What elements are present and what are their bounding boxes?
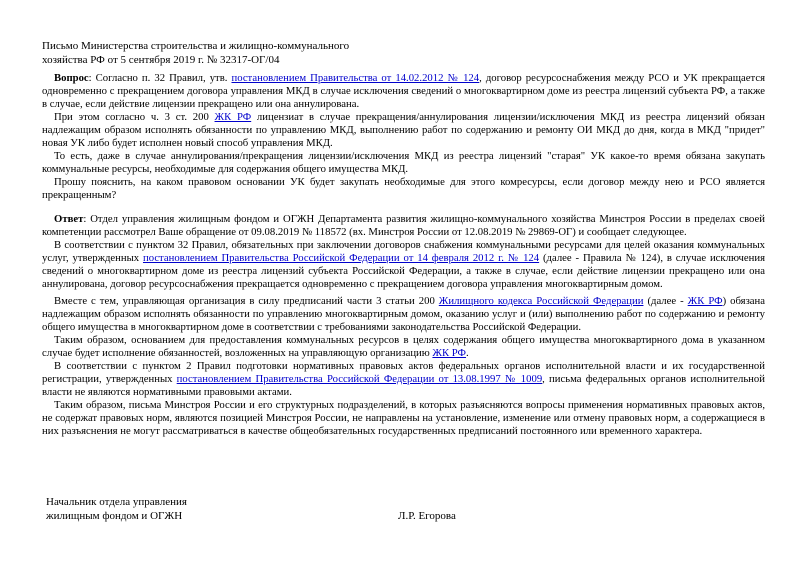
answer-paragraph-5 xyxy=(42,360,765,399)
answer-p3-text-b: (далее - xyxy=(643,295,688,307)
answer-p2-text-b: (далее - Правила № 124), в случае исключения сведений о многоквартирном доме из реестра лицензий субъекта Российской Федерации, а также в случае, если действие лицензии прекращено или она аннулирована, договор ресурсоснабжения прекращается одновременно с прекращением договора управления многоквартирным домом. xyxy=(42,252,765,290)
answer-paragraph-3 xyxy=(42,295,765,334)
question-paragraph-2 xyxy=(42,111,765,150)
answer-paragraph-4 xyxy=(42,334,765,360)
question-p2-text-b: лицензиат в случае прекращения/аннулирования лицензии/исключения МКД из реестра лицензий обязан надлежащим образом исполнять обязанности по управлению МКД, выполнению работ по содержанию и ремонту ОИ МКД до дня, когда в МКД "придет" новая УК либо будет исполнен новый способ управления МКД. xyxy=(42,111,765,149)
link-housing-code-short[interactable]: ЖК РФ xyxy=(687,295,723,307)
answer-p4-text-a: Таким образом, основанием для предоставления коммунальных ресурсов в целях содержания общего имущества многоквартирного дома в указанном случае будет исполнение обязанностей, возложенных на управляющую организацию xyxy=(42,334,765,359)
answer-p4-text-b: . xyxy=(466,347,469,359)
question-p2-text-a: При этом согласно ч. 3 ст. 200 xyxy=(54,111,215,123)
letter-body xyxy=(42,72,765,438)
answer-label: Ответ xyxy=(54,213,84,225)
answer-p5-text-a: В соответствии с пунктом 2 Правил подготовки нормативных правовых актов федеральных органов исполнительной власти и их государственной регистрации, утвержденных xyxy=(42,360,765,385)
answer-p2-text-a: В соответствии с пунктом 32 Правил, обязательных при заключении договоров снабжения коммунальными ресурсами для целей оказания коммунальных услуг, утвержденных xyxy=(42,239,765,264)
question-label: Вопрос xyxy=(54,72,89,84)
signature-position-line-2: жилищным фондом и ОГЖН xyxy=(46,510,183,522)
letter-title xyxy=(42,39,442,67)
signature-position-line-1: Начальник отдела управления xyxy=(46,496,187,508)
question-p1-text-b: , договор ресурсоснабжения между РСО и УК прекращается одновременно с прекращением договора управления МКД в случае исключения сведений о многоквартирном доме из реестра лицензий субъекта РФ, а также в случае, если действие лицензии прекращено или она аннулирована. xyxy=(42,72,765,110)
question-p1-text-a: : Согласно п. 32 Правил, утв. xyxy=(88,72,232,84)
question-paragraph-4: Прошу пояснить, на каком правовом основании УК будет закупать необходимые для этого комресурсы, если договор между нею и РСО является прекращенным? xyxy=(42,176,765,201)
link-resolution-1009-1997[interactable]: постановлением Правительства Российской Федерации от 13.08.1997 № 1009 xyxy=(176,373,543,385)
link-resolution-124-feb-2012[interactable]: постановлением Правительства Российской Федерации от 14 февраля 2012 г. № 124 xyxy=(142,252,540,264)
letter-title-line-1: Письмо Министерства строительства и жилищно-коммунального xyxy=(42,40,350,52)
answer-p3-text-a: Вместе с тем, управляющая организация в силу предписаний части 3 статьи 200 xyxy=(54,295,439,307)
signature-position xyxy=(46,495,296,523)
link-resolution-124-2012[interactable]: постановлением Правительства от 14.02.2012 № 124 xyxy=(231,72,480,84)
answer-p3-text-c: ) обязана надлежащим образом исполнять обязанности по управлению многоквартирным домом, оказанию услуг и (или) выполнению работ по содержанию и ремонту общего имущества в многоквартирном доме в соответствии с требованиями законодательства Российской Федерации. xyxy=(42,295,766,333)
letter-title-line-2: хозяйства РФ от 5 сентября 2019 г. № 32317-ОГ/04 xyxy=(42,54,280,66)
answer-p1-text: : Отдел управления жилищным фондом и ОГЖН Департамента развития жилищно-коммунального хозяйства Минстроя России в пределах своей компетенции рассмотрел Ваше обращение от 09.08.2019 № 118572 (вх. Минстроя России от 12.08.2019 № 29869-ОГ) и сообщает следующее. xyxy=(42,213,765,238)
question-paragraph-3: То есть, даже в случае аннулирования/прекращения лицензии/исключения МКД из реестра лицензий "старая" УК какое-то время обязана закупать коммунальные ресурсы, необходимые для содержания общего имущества МКД. xyxy=(42,150,765,175)
answer-p5-text-b: , письма федеральных органов исполнительной власти не являются нормативными правовыми актами. xyxy=(42,373,765,398)
answer-paragraph-2 xyxy=(42,239,765,291)
answer-paragraph-6: Таким образом, письма Минстроя России и его структурных подразделений, в которых разъясняются вопросы применения нормативных правовых актов, не содержат правовых норм, являются позицией Минстроя России, не направлены на установление, изменение или отмену правовых норм, а содержащиеся в них разъяснения не могут рассматриваться в качестве общеобязательных государственных предписаний постоянного или временного характера. xyxy=(42,399,765,437)
link-housing-code-full[interactable]: Жилищного кодекса Российской Федерации xyxy=(438,295,644,307)
question-paragraph-1 xyxy=(42,72,765,111)
link-housing-code-conclusion[interactable]: ЖК РФ xyxy=(432,347,467,359)
link-housing-code[interactable]: ЖК РФ xyxy=(214,111,252,123)
signature-name: Л.Р. Егорова xyxy=(398,510,456,522)
answer-paragraph-1 xyxy=(42,213,765,239)
